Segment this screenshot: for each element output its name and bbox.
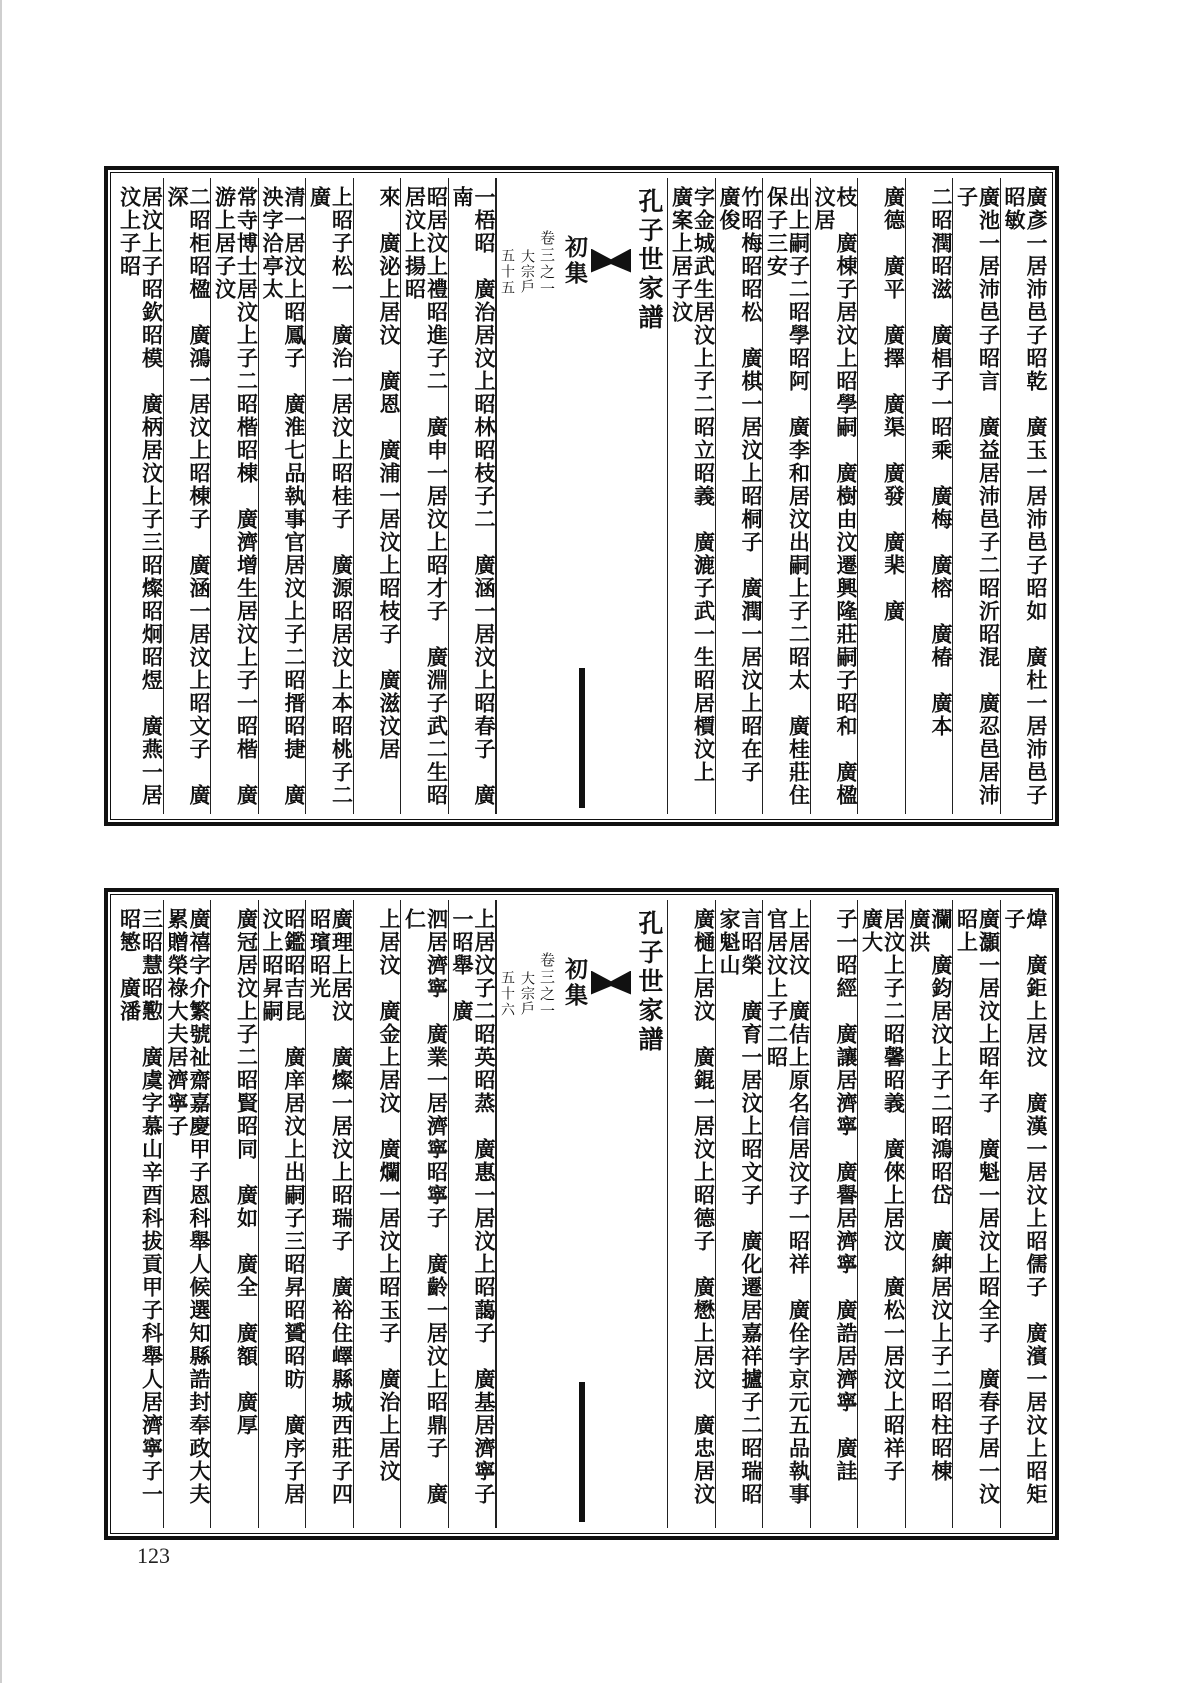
text-column: [668, 900, 716, 1528]
book-title: 孔子世家譜: [635, 188, 664, 333]
text-column: [668, 178, 716, 814]
entry-text: 來 廣泌上居汶 廣恩 廣浦一居汶上昭枝子 廣滋汶居: [377, 186, 402, 761]
leaf-number: 五十五: [499, 247, 515, 296]
entry-text: 一梧昭 廣治居汶上昭林昭枝子二 廣涵一居汶上昭春子 廣南: [449, 186, 497, 807]
text-column: [1001, 900, 1048, 1528]
entry-text: 竹昭梅昭昭松 廣棋一居汶上昭桐子 廣潤一居汶上昭在子 廣俊: [716, 186, 764, 807]
entry-text: 常寺博士居汶上子二昭楷昭棟 廣濟增生居汶上子一昭楷 廣游上居子汶: [212, 186, 260, 807]
entry-text: 廣樋上居汶 廣錕一居汶上昭德子 廣懋上居汶 廣忠居汶: [691, 908, 717, 1506]
text-column: [354, 178, 402, 814]
entry-text: 言昭榮 廣育一居汶上昭文子 廣化遷居嘉祥攎子二昭瑞昭家魁山: [716, 908, 764, 1506]
text-column: [763, 178, 811, 814]
entry-text: 上昭子松一 廣治一居汶上昭桂子 廣源昭居汶上本昭桃子二 廣: [307, 186, 355, 830]
collection-label: 初集: [561, 956, 588, 1009]
text-column: [211, 178, 259, 814]
entry-text: 昭居汶上禮昭進子二 廣申一居汶上昭才子 廣淵子武二生昭居汶上揚昭: [402, 186, 450, 807]
text-column: [306, 900, 354, 1528]
entry-text: 泗居濟寧 廣業一居濟寧昭寧子 廣齡一居汶上昭鼎子 廣仁: [402, 908, 450, 1506]
center-bar-mark: [579, 1382, 585, 1522]
entry-text: 二昭柜昭楹 廣鴻一居汶上昭棟子 廣涵一居汶上昭文子 廣深: [164, 186, 212, 807]
entry-text: 居汶上子二昭馨昭義 廣倈上居汶 廣松一居汶上昭祥子 廣大: [859, 908, 907, 1506]
text-column: [354, 900, 402, 1528]
entry-text: 二昭潤昭滋 廣椙子一昭乘 廣梅 廣榕 廣椿 廣本: [929, 186, 954, 738]
volume-label: 卷三之一: [538, 951, 556, 1020]
entry-text: 煒 廣鉅上居汶 廣漢一居汶上昭儒子 廣濱一居汶上昭矩子: [1001, 908, 1049, 1506]
text-column: [401, 900, 449, 1528]
fishtail-mark-icon: [591, 249, 631, 273]
entry-text: 廣理上居汶 廣燦一居汶上昭瑞子 廣裕住嶧縣城西莊子四昭璸昭光: [307, 908, 355, 1506]
text-column: [259, 900, 307, 1528]
text-column: [953, 900, 1001, 1528]
branch-label: 大宗戶: [519, 971, 535, 1016]
center-fold-column: [496, 900, 668, 1528]
text-column: [811, 900, 859, 1528]
entry-text: 出上嗣子二昭學昭阿 廣李和居汶出嗣上子二昭太 廣桂莊住保子三安: [764, 186, 812, 807]
genealogy-page-upper: [104, 166, 1059, 830]
entry-text: 字金城武生居汶上子二昭立昭義 廣漉子武一生昭居檟汶上 廣案上居子汶: [669, 186, 717, 807]
column-grid: [116, 178, 1049, 830]
text-column: [449, 178, 497, 814]
leaf-number: 五十六: [499, 969, 515, 1018]
entry-text: 上居汶 廣佶上原名信居汶子一昭祥 廣佺字京元五品執事官居汶上子二昭: [764, 908, 812, 1506]
text-column: [716, 900, 764, 1528]
scan-edge-line: [0, 0, 2, 1683]
text-column: [211, 900, 259, 1528]
text-column: [116, 178, 164, 814]
text-column: [1001, 178, 1048, 814]
entry-text: 居汶上子昭欽昭模 廣柄居汶上子三昭燦昭炯昭煜 廣燕一居汶上子昭: [117, 186, 165, 807]
center-fold-column: [496, 178, 668, 814]
branch-label: 大宗戶: [519, 249, 535, 294]
entry-text: 昭鑑昭吉昆 廣庠居汶上出嗣子三昭昇昭贇昭昉 廣序子居汶上昭昇嗣: [259, 908, 307, 1506]
text-column: [811, 178, 859, 814]
entry-text: 廣彥一居沛邑子昭乾 廣玉一居沛邑子昭如 廣杜一居沛邑子昭敏: [1001, 186, 1049, 807]
text-column: [164, 900, 212, 1528]
genealogy-page-lower: [104, 888, 1059, 1540]
text-column: [763, 900, 811, 1528]
entry-text: 廣德 廣平 廣擇 廣渠 廣發 廣棐 廣: [881, 186, 907, 623]
entry-text: 廣灝一居汶上昭年子 廣魁一居汶上昭全子 廣春子居一汶昭上: [954, 908, 1002, 1506]
entry-text: 三昭慧昭懃 廣虞字慕山辛酉科拔貢甲子科舉人居濟寧子一昭慜 廣潘: [117, 908, 165, 1506]
text-column: [906, 900, 954, 1528]
entry-text: 廣禧字介繁號祉齋嘉慶甲子恩科舉人候選知縣誥封奉政大夫累贈榮祿大夫居濟寧子: [164, 908, 212, 1506]
text-column: [906, 178, 954, 814]
entry-text: 子一昭經 廣讓居濟寧 廣譽居濟寧 廣誥居濟寧 廣詿: [834, 908, 859, 1483]
text-column: [164, 178, 212, 814]
page-number: 123: [137, 1543, 170, 1568]
text-column: [259, 178, 307, 814]
collection-label: 初集: [561, 234, 588, 287]
center-bar-mark: [579, 668, 585, 808]
book-title: 孔子世家譜: [635, 910, 664, 1055]
fishtail-mark-icon: [591, 971, 631, 995]
text-column: [449, 900, 497, 1528]
volume-label: 卷三之一: [538, 229, 556, 298]
entry-text: 枝 廣棟子居汶上昭學嗣 廣樹由汶遷興隆莊嗣子昭和 廣楹汶居: [811, 186, 859, 807]
text-column: [116, 900, 164, 1528]
text-column: [858, 178, 906, 814]
text-column: [953, 178, 1001, 814]
entry-text: 上居汶子二昭英昭蒸 廣惠一居汶上昭藹子 廣基居濟寧子一昭舉 廣: [449, 908, 497, 1506]
entry-text: 清一居汶上昭鳳子 廣淮七品執事官居汶上子二昭搢昭捷 廣泱字洽亭太: [259, 186, 307, 807]
column-grid: [116, 900, 1047, 1528]
text-column: [306, 178, 355, 830]
text-column: [858, 900, 906, 1528]
entry-text: 瀾 廣鈞居汶上子二昭鴻昭岱 廣紳居汶上子二昭柱昭棟 廣洪: [906, 908, 954, 1506]
text-column: [716, 178, 764, 814]
entry-text: 上居汶 廣金上居汶 廣爛一居汶上昭玉子 廣治上居汶: [377, 908, 402, 1483]
entry-text: 廣池一居沛邑子昭言 廣益居沛邑子二昭沂昭混 廣忍邑居沛子: [954, 186, 1002, 807]
text-column: [401, 178, 449, 814]
entry-text: 廣冠居汶上子二昭賢昭同 廣如 廣全 廣額 廣厚: [234, 908, 260, 1437]
